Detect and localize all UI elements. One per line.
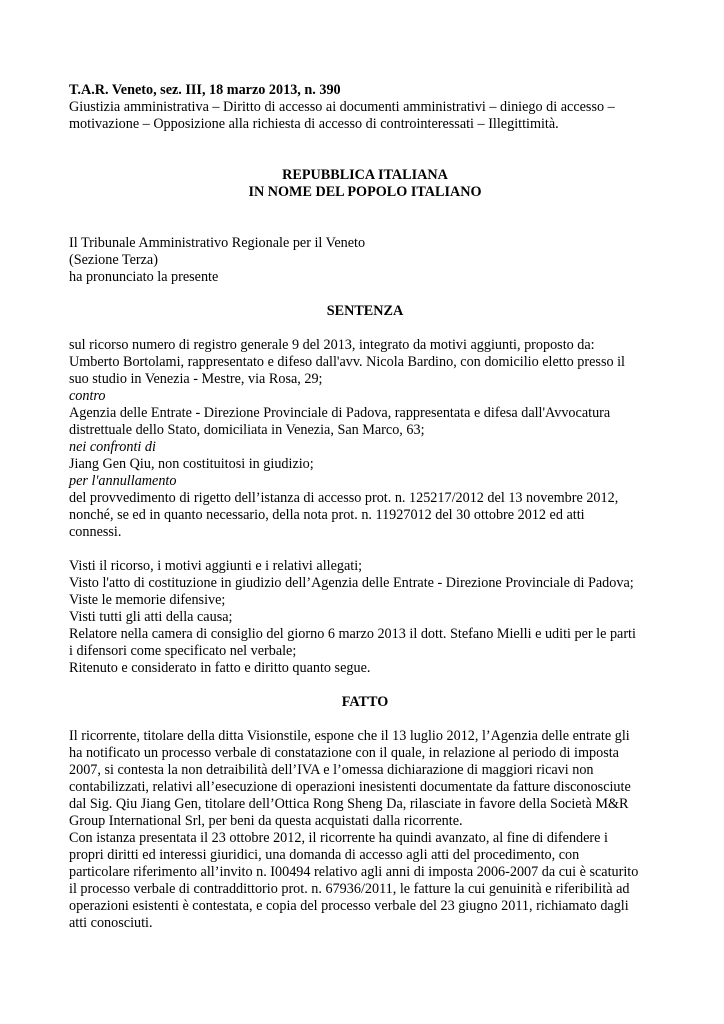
- document-page: [69, 82, 661, 932]
- spacer: [69, 320, 661, 337]
- confronti-label: nei confronti di: [69, 439, 156, 455]
- text-line: ha notificato un processo verbale di constatazione con il quale, in relazione al periodo di imposta: [69, 745, 619, 761]
- text-line: Relatore nella camera di consiglio del giorno 6 marzo 2013 il dott. Stefano Mielli e uditi per le parti: [69, 626, 636, 642]
- text-line: Il ricorrente, titolare della ditta Visionstile, espone che il 13 luglio 2012, l’Agenzia delle entrate gli: [69, 728, 630, 744]
- text-line: Ritenuto e considerato in fatto e diritto quanto segue.: [69, 660, 371, 676]
- keywords-line: Giustizia amministrativa – Diritto di accesso ai documenti amministrativi – diniego di accesso –: [69, 99, 615, 115]
- fatto-section: [69, 728, 661, 932]
- court-section: (Sezione Terza): [69, 252, 158, 268]
- spacer: [69, 286, 661, 303]
- text-line: Viste le memorie difensive;: [69, 592, 226, 608]
- keywords-line: motivazione – Opposizione alla richiesta di accesso di controinteressati – Illegittimità.: [69, 116, 559, 132]
- text-line: nonché, se ed in quanto necessario, della nota prot. n. 11927012 del 30 ottobre 2012 ed atti: [69, 507, 585, 523]
- court-name: Il Tribunale Amministrativo Regionale per il Veneto: [69, 235, 366, 251]
- parties-section: [69, 337, 661, 541]
- text-line: contabilizzati, relativi all’esecuzione di operazioni inesistenti documentate da fatture disconosciute: [69, 779, 631, 795]
- heading-republic: REPUBBLICA ITALIANA: [282, 167, 448, 183]
- fatto-heading: FATTO: [341, 694, 389, 710]
- spacer: [69, 133, 661, 167]
- text-line: Group International Srl, per beni da questa acquistati dalla ricorrente.: [69, 813, 463, 829]
- text-line: propri diritti ed interessi giuridici, una domanda di accesso agli atti del procedimento, con: [69, 847, 580, 863]
- text-line: Visti il ricorso, i motivi aggiunti e i relativi allegati;: [69, 558, 363, 574]
- text-line: 2007, si contesta la non detraibilità dell’IVA e l’omessa dichiarazione di maggiori ricavi non: [69, 762, 594, 778]
- spacer: [69, 711, 661, 728]
- text-line: Agenzia delle Entrate - Direzione Provinciale di Padova, rappresentata e difesa dall'Avvocatura: [69, 405, 611, 421]
- citation-title: T.A.R. Veneto, sez. III, 18 marzo 2013, n. 390: [69, 82, 341, 98]
- text-line: i difensori come specificato nel verbale;: [69, 643, 297, 659]
- text-line: distrettuale dello Stato, domiciliata in Venezia, San Marco, 63;: [69, 422, 425, 438]
- text-line: del provvedimento di rigetto dell’istanza di accesso prot. n. 125217/2012 del 13 novembre 2012,: [69, 490, 619, 506]
- text-line: operazioni esistenti è contestata, e copia del processo verbale del 23 giugno 2011, richiamato dagli: [69, 898, 629, 914]
- text-line: Umberto Bortolami, rappresentato e difeso dall'avv. Nicola Bardino, con domicilio eletto presso il: [69, 354, 625, 370]
- text-line: Con istanza presentata il 23 ottobre 2012, il ricorrente ha quindi avanzato, al fine di difendere i: [69, 830, 608, 846]
- contro-label: contro: [69, 388, 106, 404]
- text-line: il processo verbale di contraddittorio prot. n. 67936/2011, le fatture la cui genuinità e riferibilità ad: [69, 881, 630, 897]
- text-line: dal Sig. Qiu Jiang Gen, titolare dell’Ottica Rong Sheng Da, rilasciate in favore della Società M&R: [69, 796, 629, 812]
- text-line: Jiang Gen Qiu, non costituitosi in giudizio;: [69, 456, 314, 472]
- text-line: Visto l'atto di costituzione in giudizio dell’Agenzia delle Entrate - Direzione Provinciale di Padova;: [69, 575, 634, 591]
- spacer: [69, 201, 661, 235]
- text-line: sul ricorso numero di registro generale 9 del 2013, integrato da motivi aggiunti, proposto da:: [69, 337, 595, 353]
- court-pronounce: ha pronunciato la presente: [69, 269, 219, 285]
- text-line: suo studio in Venezia - Mestre, via Rosa, 29;: [69, 371, 323, 387]
- text-line: Visti tutti gli atti della causa;: [69, 609, 233, 625]
- sentenza-heading: SENTENZA: [326, 303, 404, 319]
- spacer: [69, 677, 661, 694]
- heading-people: IN NOME DEL POPOLO ITALIANO: [248, 184, 482, 200]
- text-line: particolare riferimento all’invito n. I00494 relativo agli anni di imposta 2006-2007 da cui è scaturito: [69, 864, 639, 880]
- annullamento-label: per l'annullamento: [69, 473, 177, 489]
- visti-section: [69, 558, 661, 677]
- text-line: atti conosciuti.: [69, 915, 153, 931]
- spacer: [69, 541, 661, 558]
- text-line: connessi.: [69, 524, 122, 540]
